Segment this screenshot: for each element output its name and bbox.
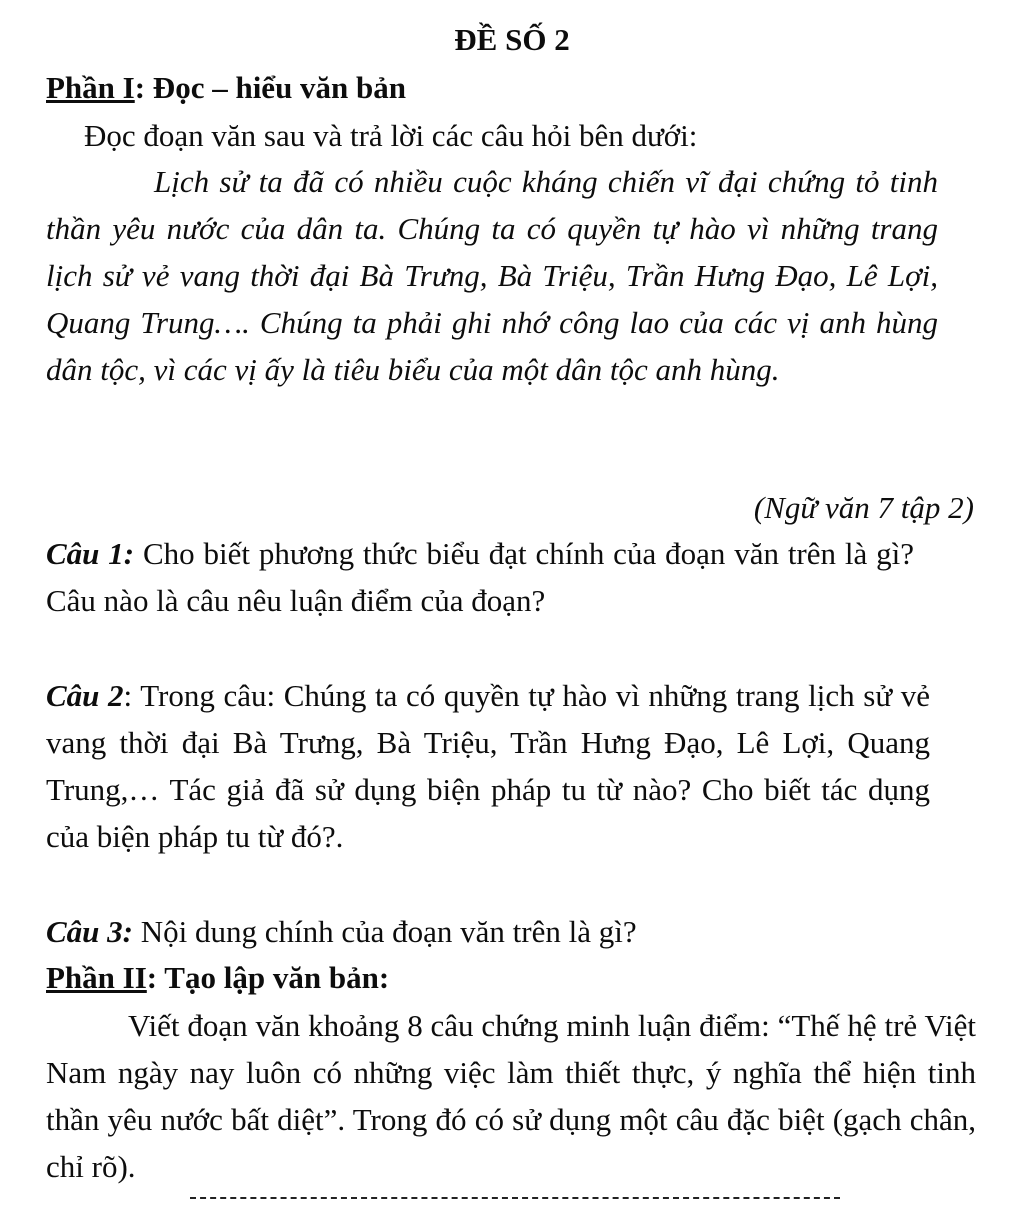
question-2	[46, 672, 930, 860]
writing-task: Viết đoạn văn khoảng 8 câu chứng minh luận điểm: “Thế hệ trẻ Việt Nam ngày nay luôn có những việc làm thiết thực, ý nghĩa thể hiện tinh thần yêu nước bất diệt”. Trong đó có sử dụng một câu đặc biệt (gạch chân, chỉ rõ).	[46, 1008, 976, 1184]
question-1	[46, 530, 914, 624]
exam-title: ĐỀ SỐ 2	[454, 22, 570, 57]
question-1-text: Cho biết phương thức biểu đạt chính của đoạn văn trên là gì? Câu nào là câu nêu luận điểm của đoạn?	[46, 536, 914, 618]
dashed-divider	[190, 1197, 840, 1199]
part2-title: : Tạo lập văn bản:	[146, 960, 390, 995]
part1-title: : Đọc – hiểu văn bản	[134, 70, 407, 105]
question-3	[46, 908, 976, 955]
part2-label: Phần II	[46, 960, 147, 995]
passage-source: (Ngữ văn 7 tập 2)	[753, 490, 974, 525]
question-3-label: Câu 3:	[46, 914, 133, 949]
part1-instruction: Đọc đoạn văn sau và trả lời các câu hỏi bên dưới:	[84, 118, 698, 153]
part1-label: Phần I	[46, 70, 135, 105]
question-2-label: Câu 2	[46, 678, 124, 713]
reading-passage: Lịch sử ta đã có nhiều cuộc kháng chiến vĩ đại chứng tỏ tinh thần yêu nước của dân ta. Chúng ta có quyền tự hào vì những trang lịch sử vẻ vang thời đại Bà Trưng, Bà Triệu, Trần Hưng Đạo, Lê Lợi, Quang Trung…. Chúng ta phải ghi nhớ công lao của các vị anh hùng dân tộc, vì các vị ấy là tiêu biểu của một dân tộc anh hùng.	[46, 164, 938, 387]
part2-heading	[46, 954, 976, 1001]
part1-heading	[46, 64, 976, 111]
question-2-text: : Trong câu: Chúng ta có quyền tự hào vì những trang lịch sử vẻ vang thời đại Bà Trưng, Bà Triệu, Trần Hưng Đạo, Lê Lợi, Quang Trung,… Tác giả đã sử dụng biện pháp tu từ nào? Cho biết tác dụng của biện pháp tu từ đó?.	[46, 678, 930, 854]
question-3-text: Nội dung chính của đoạn văn trên là gì?	[133, 914, 637, 949]
question-1-label: Câu 1:	[46, 536, 135, 571]
